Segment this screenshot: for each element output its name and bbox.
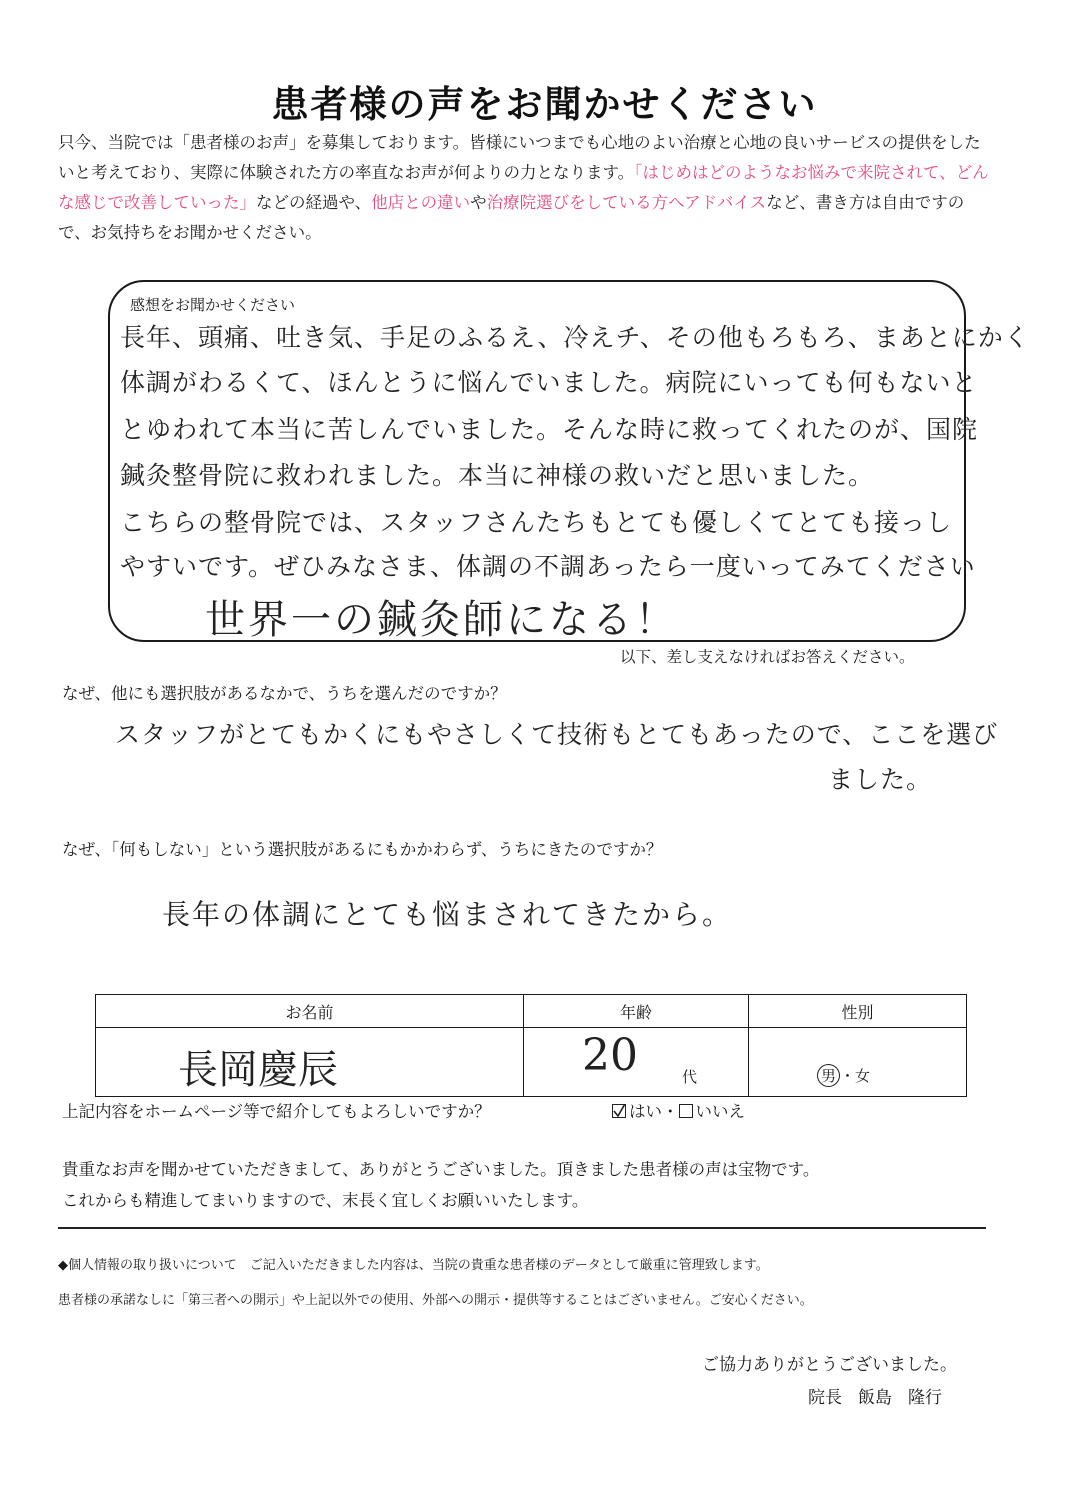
closing-thanks: ご協力ありがとうございました。 — [702, 1355, 957, 1375]
consent-options — [612, 1098, 745, 1122]
gender-separator: ・ — [840, 1067, 856, 1085]
intro-text-2: などの経過や、 — [256, 193, 372, 212]
name-header: お名前 — [96, 995, 524, 1028]
impression-closing: 世界一の鍼灸師になる！ — [205, 597, 678, 643]
thanks-line-1: 貴重なお声を聞かせていただきまして、ありがとうございました。頂きました患者様の声は宝物です。 — [62, 1160, 820, 1179]
director-signature — [808, 1383, 958, 1408]
age-header: 年齢 — [524, 995, 749, 1028]
privacy-line-1: ◆個人情報の取り扱いについて ご記入いただきました内容は、当院の貴重な患者様のデータとして厳重に管理致します。 — [58, 1258, 769, 1273]
impressions-label: 感想をお聞かせください — [130, 296, 296, 314]
impression-line: こちらの整骨院では、スタッフさんたちもとても優しくてとても接っし — [120, 508, 953, 537]
impression-line: とゆわれて本当に苦しんでいました。そんな時に救ってくれたのが、国院 — [120, 415, 979, 444]
gender-options — [817, 1064, 870, 1087]
director-surname: 飯島 — [858, 1388, 892, 1408]
patient-age: 20 — [582, 1030, 638, 1081]
page-title: 患者様の声をお聞かせください — [271, 83, 818, 126]
gender-female: 女 — [855, 1067, 871, 1085]
intro-text-3: や — [470, 193, 487, 212]
section-divider — [58, 1227, 986, 1229]
consent-yes-checkbox[interactable] — [612, 1104, 626, 1118]
intro-highlight-2: 他店との違い — [371, 193, 471, 212]
impression-line: やすいです。ぜひみなさま、体調の不調あったら一度いってみてください — [120, 552, 976, 581]
answer-why-chose-cont: ました。 — [828, 765, 933, 794]
director-role: 院長 — [808, 1388, 842, 1408]
consent-yes-label: はい — [629, 1102, 662, 1121]
thanks-line-2: これからも精進してまいりますので、末長く宜しくお願いいたします。 — [62, 1191, 589, 1210]
impression-line: 長年、頭痛、吐き気、手足のふるえ、冷えチ、その他もろもろ、まあとにかく — [120, 323, 1030, 352]
intro-text-4: など、書き方は自由ですので、お気持ちをお聞かせください。 — [58, 193, 965, 242]
gender-male-selected: 男 — [817, 1064, 840, 1087]
age-unit: 代 — [682, 1068, 698, 1086]
consent-separator: ・ — [662, 1102, 679, 1121]
consent-question: 上記内容をホームページ等で紹介してもよろしいですか？ — [62, 1102, 491, 1121]
answer-why-came: 長年の体調にとても悩まされてきたから。 — [162, 898, 733, 931]
question-why-came: なぜ、「何もしない」という選択肢があるにもかかわらず、うちにきたのですか？ — [62, 840, 663, 859]
consent-no-checkbox[interactable] — [679, 1104, 693, 1118]
gender-cell — [749, 1028, 967, 1097]
optional-note: 以下、差し支えなければお答えください。 — [620, 648, 915, 666]
age-cell — [524, 1028, 749, 1097]
name-cell — [96, 1028, 524, 1097]
impression-line: 体調がわるくて、ほんとうに悩んでいました。病院にいっても何もないと — [120, 368, 978, 397]
question-why-chose: なぜ、他にも選択肢があるなかで、うちを選んだのですか？ — [62, 684, 507, 703]
director-given-name: 隆行 — [908, 1388, 942, 1408]
intro-text-1: 只今、当院では「患者様のお声」を募集しております。皆様にいつまでも心地のよい治療と心地の良いサービスの提供をしたいと考えており、実際に体験された方の率直なお声が何よりの力となります。 — [58, 133, 981, 182]
impression-line: 鍼灸整骨院に救われました。本当に神様の救いだと思いました。 — [120, 461, 875, 490]
privacy-line-2: 患者様の承諾なしに「第三者への開示」や上記以外での使用、外部への開示・提供等することはございません。ご安心ください。 — [58, 1293, 813, 1308]
intro-highlight-3: 治療院選びをしている方へアドバイス — [486, 193, 767, 212]
intro-highlight-1: 「はじめはどのようなお悩みで来院されて、どんな感じで改善していった」 — [58, 163, 989, 212]
consent-no-label: いいえ — [695, 1102, 745, 1121]
patient-info-table — [95, 994, 967, 1097]
gender-header: 性別 — [749, 995, 967, 1028]
intro-paragraph — [58, 128, 993, 248]
answer-why-chose: スタッフがとてもかくにもやさしくて技術もとてもあったので、ここを選び — [115, 720, 999, 749]
patient-name: 長岡慶辰 — [178, 1047, 338, 1093]
